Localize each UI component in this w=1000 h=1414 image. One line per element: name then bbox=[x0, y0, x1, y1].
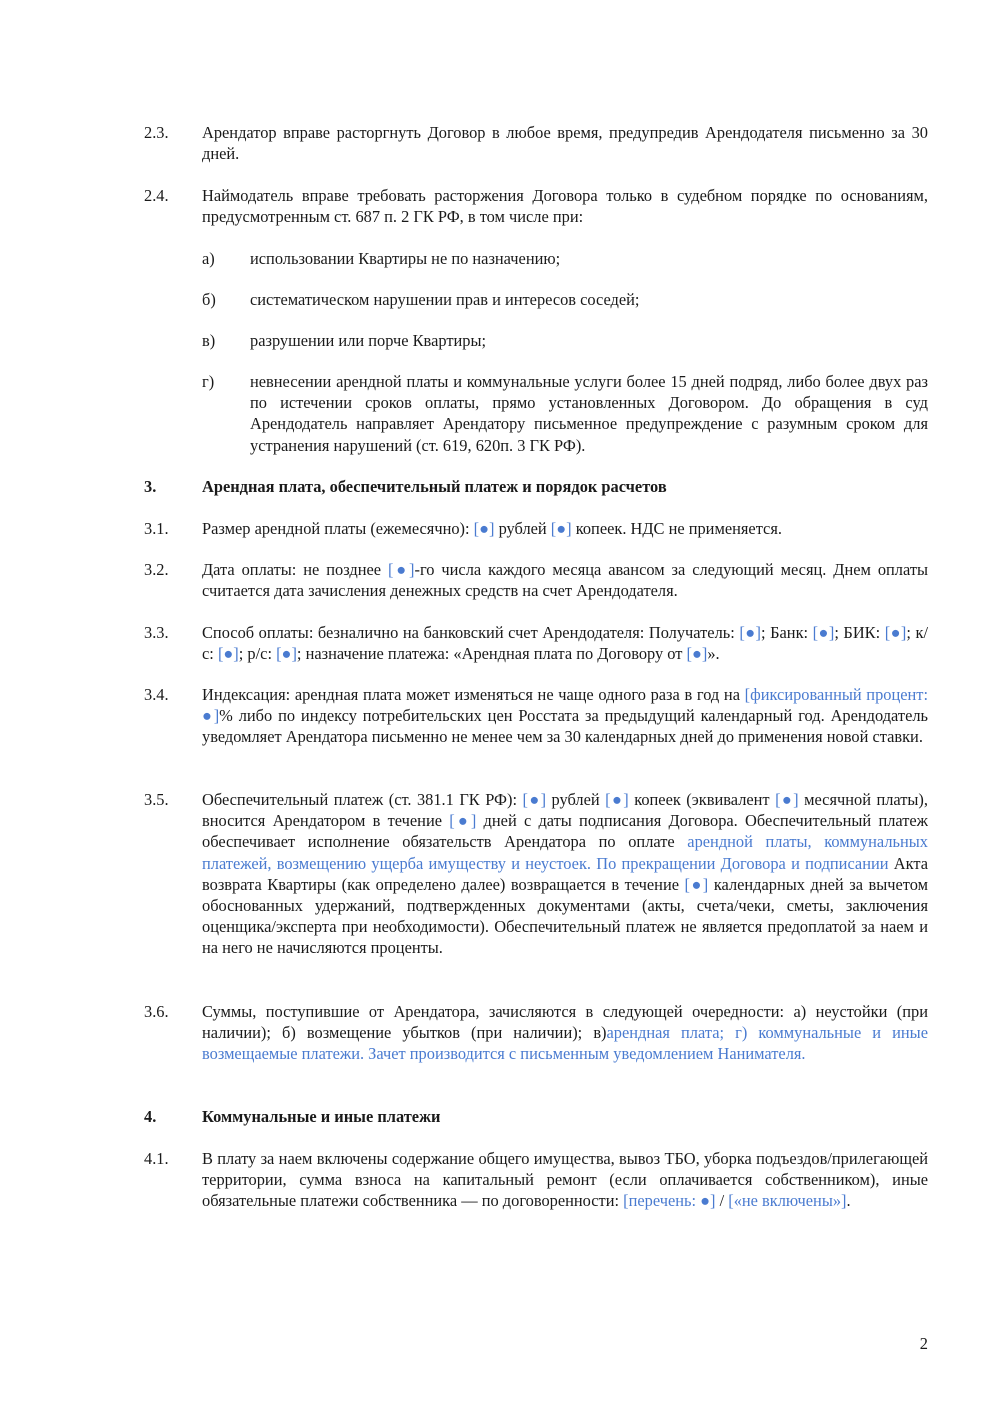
clause-text bbox=[202, 518, 928, 539]
section-4-heading bbox=[144, 1106, 928, 1127]
subclause-text: систематическом нарушении прав и интересов соседей; bbox=[250, 290, 640, 309]
clause-number: 3.6. bbox=[144, 1002, 169, 1021]
page-number: 2 bbox=[919, 1334, 928, 1353]
placeholder-field: [●] bbox=[473, 519, 495, 538]
clause-number: 2.3. bbox=[144, 123, 169, 142]
clause-number: 2.4. bbox=[144, 186, 169, 205]
clause-text bbox=[202, 789, 928, 959]
clause-3-2 bbox=[144, 559, 928, 601]
text-run: ; БИК: bbox=[834, 623, 885, 642]
placeholder-field: арендная плата; г) коммунальные и иные возмещаемые платежи. Зачет производится с письменным уведомлением Нанимателя. bbox=[202, 1023, 928, 1064]
placeholder-field: [фиксированный процент: ●] bbox=[202, 685, 928, 726]
clause-3-5 bbox=[144, 789, 928, 959]
section-title: Арендная плата, обеспечительный платеж и порядок расчетов bbox=[202, 477, 667, 496]
placeholder-field: [●] bbox=[686, 644, 708, 664]
clause-number: 4.1. bbox=[144, 1149, 169, 1168]
text-run: месячной платы), вносится Арендатором в течение bbox=[202, 790, 928, 831]
text-run: дней с даты подписания Договора. Обеспечительный платеж обеспечивает исполнение обязательств Арендатора по оплате bbox=[202, 811, 929, 852]
clause-3-3 bbox=[144, 622, 928, 664]
placeholder-field: [●] bbox=[812, 623, 835, 642]
clause-text: Наймодатель вправе требовать расторжения Договора только в судебном порядке по основаниям, предусмотренным ст. 687 п. 2 ГК РФ, в том числе при: bbox=[202, 186, 928, 227]
text-run: Индексация: арендная плата может изменяться не чаще одного раза в год на bbox=[202, 685, 745, 704]
text-run: рублей bbox=[494, 519, 551, 538]
clause-text bbox=[202, 1148, 928, 1212]
subclause-letter: б) bbox=[202, 290, 216, 309]
text-run: / bbox=[715, 1191, 729, 1211]
placeholder-field: [●] bbox=[775, 790, 799, 809]
section-3-heading bbox=[144, 476, 928, 497]
text-run: Способ оплаты: безналично на банковский счет Арендодателя: Получатель: bbox=[202, 623, 740, 642]
placeholder-field: [●] bbox=[884, 623, 907, 642]
text-run: Размер арендной платы (ежемесячно): bbox=[202, 519, 474, 538]
subclause-text: невнесении арендной платы и коммунальные услуги более 15 дней подряд, либо более двух раз по истечении сроков оплаты, прямо установленных Договором. До обращения в суд Арендодатель направляет Арендатору письменное предупреждение с разумным сроком для устранения нарушений (ст. 619, 620п. 3 ГК РФ). bbox=[250, 372, 928, 455]
section-number: 4. bbox=[144, 1107, 157, 1126]
text-run: ; назначение платежа: «Арендная плата по Договору от bbox=[296, 644, 687, 664]
text-run: % либо по индексу потребительских цен Росстата за предыдущий календарный год. Арендодатель уведомляет Арендатора письменно не менее чем за 30 календарных дней до применения новой ставки. bbox=[202, 706, 928, 747]
clause-2-3 bbox=[144, 122, 928, 164]
placeholder-field: [●] bbox=[550, 519, 572, 538]
text-run: Акта возврата Квартиры (как определено далее) возвращается в течение bbox=[202, 853, 928, 894]
text-run: копеек. НДС не применяется. bbox=[571, 519, 782, 538]
placeholder-field: [●] bbox=[276, 644, 297, 664]
clause-3-4 bbox=[144, 684, 928, 748]
text-run: Суммы, поступившие от Арендатора, зачисляются в следующей очередности: а) неустойки (при наличии); б) возмещение убытков (при наличии); в) bbox=[202, 1002, 928, 1043]
section-number: 3. bbox=[144, 477, 157, 496]
subclause-v bbox=[202, 330, 928, 351]
placeholder-field: [●] bbox=[684, 874, 709, 894]
clause-number: 3.5. bbox=[144, 790, 169, 809]
placeholder-field: [«не включены»] bbox=[728, 1191, 847, 1211]
text-run: -го числа каждого месяца авансом за следующий месяц. Днем оплаты считается дата зачисления денежных средств на счет Арендодателя. bbox=[202, 560, 928, 601]
text-run: . bbox=[846, 1191, 851, 1211]
text-run: ». bbox=[707, 644, 720, 664]
text-run: В плату за наем включены содержание общего имущества, вывоз ТБО, уборка подъездов/прилегающей территории, сумма взноса на капитальный ремонт (если оплачивается собственником), иные обязательные платежи собственника — по договоренности: bbox=[202, 1149, 928, 1211]
placeholder-field: [●] bbox=[388, 560, 415, 579]
subclause-letter: в) bbox=[202, 331, 216, 350]
subclause-a bbox=[202, 248, 928, 269]
clause-text bbox=[202, 684, 928, 748]
subclause-letter: г) bbox=[202, 372, 215, 391]
text-run: Обеспечительный платеж (ст. 381.1 ГК РФ): bbox=[202, 790, 523, 809]
subclause-g bbox=[202, 371, 928, 456]
clause-4-1 bbox=[144, 1148, 928, 1212]
clause-text: Арендатор вправе расторгнуть Договор в любое время, предупредив Арендодателя письменно за 30 дней. bbox=[202, 123, 928, 164]
clause-number: 3.4. bbox=[144, 685, 169, 704]
clause-2-4 bbox=[144, 185, 928, 227]
clause-text bbox=[202, 1001, 928, 1065]
placeholder-field: [●] bbox=[217, 644, 239, 664]
placeholder-field: [●] bbox=[449, 811, 477, 831]
clause-text bbox=[202, 622, 928, 664]
placeholder-field: [●] bbox=[522, 790, 547, 809]
clause-number: 3.1. bbox=[144, 519, 169, 538]
text-run: рублей bbox=[546, 790, 606, 809]
placeholder-field: [●] bbox=[739, 623, 762, 642]
text-run: ; Банк: bbox=[761, 623, 813, 642]
clause-text bbox=[202, 559, 928, 601]
placeholder-field: [●] bbox=[605, 790, 629, 809]
text-run: ; р/с: bbox=[238, 644, 277, 664]
text-run: календарных дней за вычетом обоснованных удержаний, подтвержденных документами (акты, счета/чеки, сметы, заключения оценщика/эксперта при необходимости). Обеспечительный платеж не является предоплатой за наем и на него не начисляются проценты. bbox=[202, 874, 928, 958]
clause-number: 3.2. bbox=[144, 560, 169, 579]
subclause-letter: а) bbox=[202, 249, 215, 268]
text-run: Дата оплаты: не позднее bbox=[202, 560, 388, 579]
subclause-b bbox=[202, 289, 928, 310]
subclause-text: разрушении или порче Квартиры; bbox=[250, 331, 487, 350]
clause-3-6 bbox=[144, 1001, 928, 1065]
text-run: ; к/с: bbox=[202, 623, 929, 664]
text-run: копеек (эквивалент bbox=[628, 790, 776, 809]
clause-number: 3.3. bbox=[144, 623, 169, 642]
subclause-text: использовании Квартиры не по назначению; bbox=[250, 249, 561, 268]
clause-3-1 bbox=[144, 518, 928, 539]
placeholder-field: [перечень: ●] bbox=[623, 1191, 716, 1211]
section-title: Коммунальные и иные платежи bbox=[202, 1107, 441, 1126]
placeholder-field: арендной платы, коммунальных платежей, возмещению ущерба имуществу и неустоек. По прекращении Договора и подписании bbox=[202, 832, 928, 873]
